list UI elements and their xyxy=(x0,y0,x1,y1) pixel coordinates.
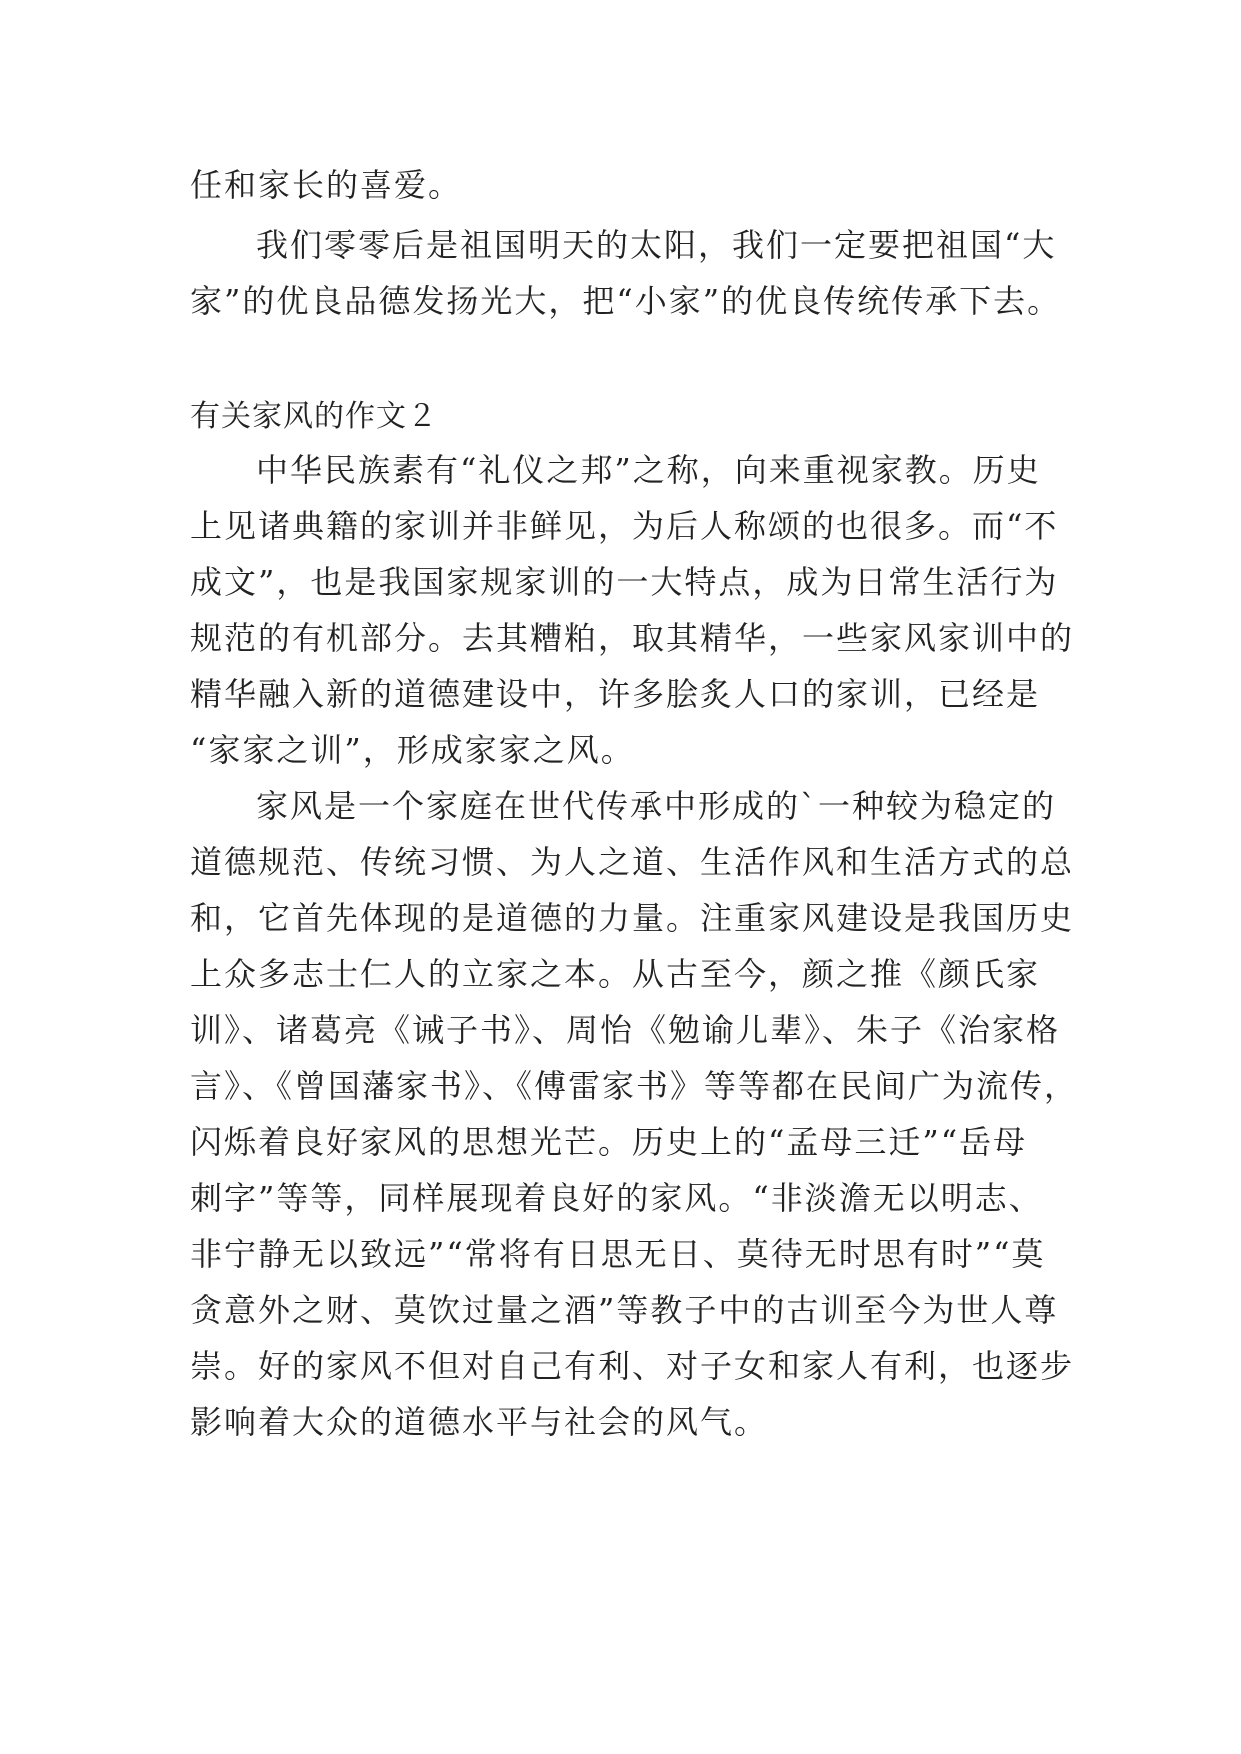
text-line: 和，它首先体现的是道德的力量。注重家风建设是我国历史 xyxy=(190,899,1075,937)
text-line: 中华民族素有“礼仪之邦”之称，向来重视家教。历史 xyxy=(256,451,1041,489)
text-line: 上见诸典籍的家训并非鲜见，为后人称颂的也很多。而“不 xyxy=(190,507,1059,545)
text-line: 刺字”等等，同样展现着良好的家风。“非淡澹无以明志、 xyxy=(190,1179,1043,1217)
text-line: 影响着大众的道德水平与社会的风气。 xyxy=(190,1403,769,1441)
text-line: 崇。好的家风不但对自己有利、对子女和家人有利，也逐步 xyxy=(190,1347,1075,1385)
text-line: “家家之训”，形成家家之风。 xyxy=(190,731,635,769)
text-line: 精华融入新的道德建设中，许多脍炙人口的家训，已经是 xyxy=(190,675,1041,713)
text-line: 训》、诸葛亮《诫子书》、周怡《勉谕儿辈》、朱子《治家格 xyxy=(190,1011,1061,1049)
text-line: 我们零零后是祖国明天的太阳，我们一定要把祖国“大 xyxy=(256,226,1057,264)
text-line: 任和家长的喜爱。 xyxy=(190,166,463,204)
text-line: 规范的有机部分。去其糟粕，取其精华，一些家风家训中的 xyxy=(190,619,1075,657)
section-title: 有关家风的作文２ xyxy=(190,399,438,434)
text-line: 成文”，也是我国家规家训的一大特点，成为日常生活行为 xyxy=(190,563,1059,601)
text-line: 非宁静无以致远”“常将有日思无日、莫待无时思有时”“莫 xyxy=(190,1235,1046,1273)
text-line: 家”的优良品德发扬光大，把“小家”的优良传统传承下去。 xyxy=(190,282,1062,320)
text-line: 言》、《曾国藩家书》、《傅雷家书》等等都在民间广为流传， xyxy=(190,1067,1079,1105)
text-line: 贪意外之财、莫饮过量之酒”等教子中的古训至今为世人尊 xyxy=(190,1291,1059,1329)
text-line: 上众多志士仁人的立家之本。从古至今，颜之推《颜氏家 xyxy=(190,955,1041,993)
text-line: 家风是一个家庭在世代传承中形成的`一种较为稳定的 xyxy=(256,787,1057,825)
text-line: 道德规范、传统习惯、为人之道、生活作风和生活方式的总 xyxy=(190,843,1075,881)
text-line: 闪烁着良好家风的思想光芒。历史上的“孟母三迁”“岳母 xyxy=(190,1123,1028,1161)
